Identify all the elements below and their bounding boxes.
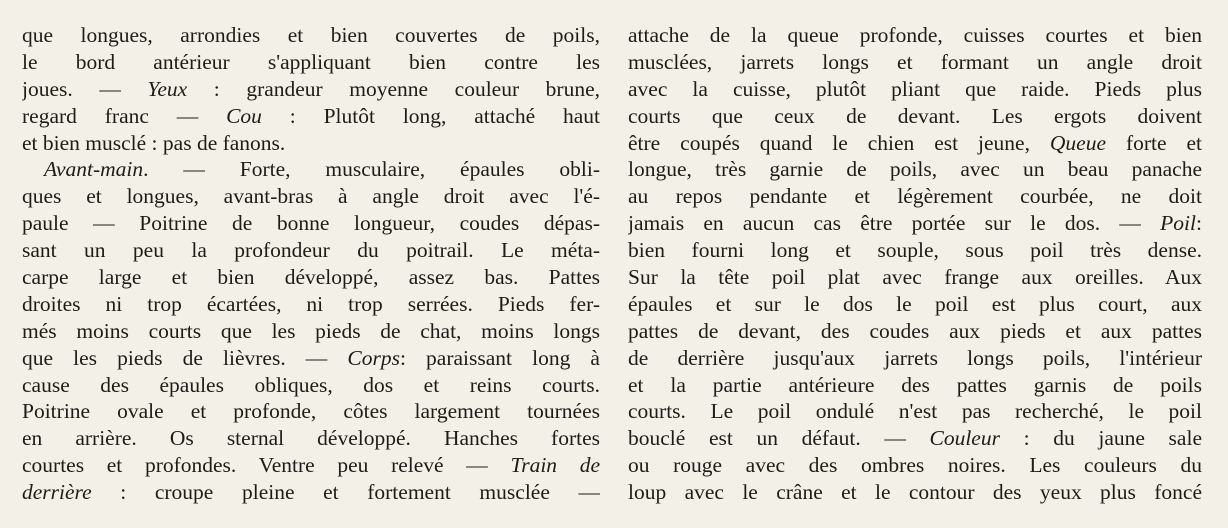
text-line <box>22 372 600 399</box>
text-run: le bord antérieur s'appliquant bien contre les <box>22 49 600 74</box>
text-line <box>22 76 600 103</box>
text-line <box>628 103 1202 130</box>
text-line <box>22 156 600 183</box>
text-run: et la partie antérieure des pattes garnis de poils <box>628 372 1202 397</box>
text-line <box>628 398 1202 425</box>
text-line <box>628 291 1202 318</box>
text-run: loup avec le crâne et le contour des yeux plus foncé <box>628 480 1202 505</box>
italic-heading: Avant-main <box>44 157 144 182</box>
text-run: musclées, jarrets longs et formant un angle droit <box>628 49 1202 74</box>
text-line <box>628 318 1202 345</box>
text-line <box>22 210 600 237</box>
text-line <box>22 291 600 318</box>
left-column <box>22 22 600 506</box>
text-run: paule — Poitrine de bonne longueur, coudes dépas- <box>22 211 600 236</box>
text-line <box>628 264 1202 291</box>
text-run: que longues, arrondies et bien couvertes de poils, <box>22 23 600 47</box>
text-run: jamais en aucun cas être portée sur le dos. — <box>628 211 1161 236</box>
text-run: que les pieds de lièvres. — <box>22 345 348 370</box>
text-run: regard franc — <box>22 103 227 128</box>
italic-heading: Corps <box>347 345 400 370</box>
text-line <box>628 372 1202 399</box>
text-line <box>628 237 1202 264</box>
text-run: bien fourni long et souple, sous poil très dense. <box>628 238 1202 263</box>
text-run: sant un peu la profondeur du poitrail. Le méta- <box>22 238 600 263</box>
text-run: ou rouge avec des ombres noires. Les couleurs du <box>628 453 1202 478</box>
italic-heading: Yeux <box>147 76 188 101</box>
text-line <box>628 183 1202 210</box>
text-run: carpe large et bien développé, assez bas. Pattes <box>22 265 600 290</box>
text-line <box>22 130 600 157</box>
text-run: : grandeur moyenne couleur brune, <box>187 76 600 101</box>
text-run: ques et longues, avant-bras à angle droit avec l'é- <box>22 184 600 209</box>
text-run: longue, très garnie de poils, avec un beau panache <box>628 157 1202 182</box>
italic-heading: Poil <box>1160 211 1197 236</box>
text-run: être coupés quand le chien est jeune, <box>628 130 1050 155</box>
text-line <box>22 318 600 345</box>
text-run: et bien musclé : pas de fanons. <box>22 130 286 155</box>
italic-heading: Train de <box>510 453 600 478</box>
text-line <box>22 103 600 130</box>
text-run: Poitrine ovale et profonde, côtes largement tournées <box>22 399 600 424</box>
text-run: forte et <box>1106 130 1202 155</box>
text-run: épaules et sur le dos le poil est plus court, aux <box>628 291 1202 316</box>
text-line <box>22 264 600 291</box>
text-line <box>628 76 1202 103</box>
text-run: pattes de devant, des coudes aux pieds et aux pattes <box>628 318 1202 343</box>
text-run: droites ni trop écartées, ni trop serrées. Pieds fer- <box>22 291 600 316</box>
text-line <box>628 22 1202 49</box>
text-run: joues. — <box>22 76 148 101</box>
text-line <box>628 130 1202 157</box>
text-run: : paraissant long à <box>399 345 600 370</box>
text-line <box>22 425 600 452</box>
text-line <box>628 345 1202 372</box>
text-run: au repos pendante et légèrement courbée, ne doit <box>628 184 1202 209</box>
text-run: bouclé est un défaut. — <box>628 426 930 451</box>
text-line <box>22 49 600 76</box>
text-run: més moins courts que les pieds de chat, moins longs <box>22 318 600 343</box>
right-column <box>628 22 1202 506</box>
text-run: : croupe pleine et fortement musclée — <box>91 480 600 505</box>
italic-heading: Couleur <box>929 426 1000 451</box>
text-run: courts que ceux de devant. Les ergots doivent <box>628 103 1202 128</box>
text-run: : du jaune sale <box>999 426 1202 451</box>
text-line <box>22 452 600 479</box>
text-line <box>628 49 1202 76</box>
text-line <box>628 425 1202 452</box>
text-run: Sur la tête poil plat avec frange aux oreilles. Aux <box>628 265 1202 290</box>
text-line <box>628 452 1202 479</box>
italic-heading: derrière <box>22 480 92 505</box>
text-run: de derrière jusqu'aux jarrets longs poils, l'intérieur <box>628 345 1202 370</box>
text-line <box>22 398 600 425</box>
text-run: courts. Le poil ondulé n'est pas recherché, le poil <box>628 399 1202 424</box>
italic-heading: Queue <box>1049 130 1107 155</box>
text-run: avec la cuisse, plutôt pliant que raide. Pieds plus <box>628 76 1202 101</box>
text-run: courtes et profondes. Ventre peu relevé — <box>22 453 511 478</box>
text-line <box>628 479 1202 506</box>
text-run: en arrière. Os sternal développé. Hanches fortes <box>22 426 600 451</box>
text-line <box>22 237 600 264</box>
italic-heading: Cou <box>226 103 262 128</box>
text-line <box>628 156 1202 183</box>
text-line <box>22 22 600 49</box>
text-run: : Plutôt long, attaché haut <box>261 103 600 128</box>
text-run: attache de la queue profonde, cuisses courtes et bien <box>628 23 1202 47</box>
text-line <box>628 210 1202 237</box>
text-line <box>22 345 600 372</box>
text-line <box>22 479 600 506</box>
text-run: . — Forte, musculaire, épaules obli- <box>143 157 600 182</box>
text-run: cause des épaules obliques, dos et reins courts. <box>22 372 600 397</box>
text-line <box>22 183 600 210</box>
text-run: : <box>1196 211 1202 236</box>
